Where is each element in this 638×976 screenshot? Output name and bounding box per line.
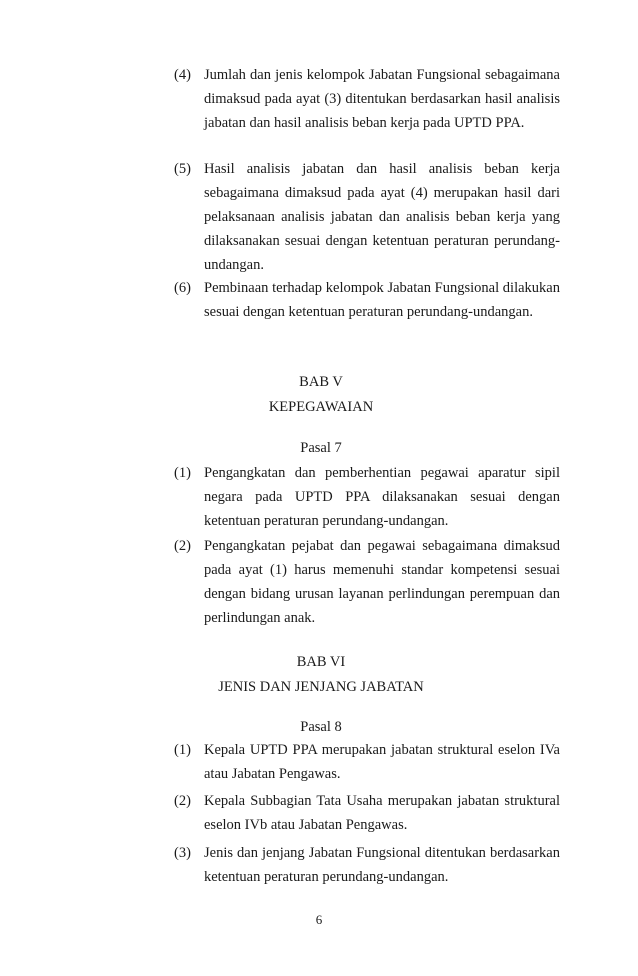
- ayat-number: (4): [174, 67, 191, 83]
- ayat-text: Kepala Subbagian Tata Usaha merupakan jabatan struktural eselon IVb atau Jabatan Pengawas.: [204, 793, 560, 833]
- chapter-title: JENIS DAN JENJANG JABATAN: [218, 679, 424, 695]
- ayat-text: Pembinaan terhadap kelompok Jabatan Fungsional dilakukan sesuai dengan ketentuan peraturan perundang-undangan.: [204, 280, 560, 320]
- ayat-text: Pengangkatan dan pemberhentian pegawai aparatur sipil negara pada UPTD PPA dilaksanakan sesuai dengan ketentuan peraturan perundang-undangan.: [204, 465, 560, 529]
- ayat-number: (2): [174, 538, 191, 554]
- chapter-number: BAB VI: [296, 654, 346, 670]
- ayat-4: [176, 63, 560, 135]
- ayat-6: [176, 276, 560, 324]
- ayat-text: Kepala UPTD PPA merupakan jabatan struktural eselon IVa atau Jabatan Pengawas.: [204, 742, 560, 782]
- ayat-number: (1): [174, 742, 191, 758]
- ayat-number: (6): [174, 280, 191, 296]
- ayat-number: (5): [174, 161, 191, 177]
- pasal7-ayat-2: [176, 534, 560, 630]
- ayat-number: (1): [174, 465, 191, 481]
- chapter-title: KEPEGAWAIAN: [268, 399, 374, 415]
- ayat-text: Jumlah dan jenis kelompok Jabatan Fungsional sebagaimana dimaksud pada ayat (3) ditentukan berdasarkan hasil analisis jabatan dan hasil analisis beban kerja pada UPTD PPA.: [204, 67, 560, 131]
- pasal7-ayat-1: [176, 461, 560, 533]
- article-heading: Pasal 7: [300, 440, 342, 456]
- ayat-5: [176, 157, 560, 277]
- pasal8-ayat-3: [176, 841, 560, 889]
- chapter-number: BAB V: [299, 374, 343, 390]
- page-number: 6: [315, 912, 323, 927]
- pasal8-ayat-2: [176, 789, 560, 837]
- article-heading: Pasal 8: [300, 719, 342, 735]
- ayat-number: (3): [174, 845, 191, 861]
- pasal8-ayat-1: [176, 738, 560, 786]
- ayat-text: Pengangkatan pejabat dan pegawai sebagaimana dimaksud pada ayat (1) harus memenuhi standar kompetensi sesuai dengan bidang urusan layanan perlindungan perempuan dan perlindungan anak.: [204, 538, 560, 626]
- ayat-number: (2): [174, 793, 191, 809]
- ayat-text: Hasil analisis jabatan dan hasil analisis beban kerja sebagaimana dimaksud pada ayat (4) merupakan hasil dari pelaksanaan analisis jabatan dan analisis beban kerja yang dilaksanakan sesuai dengan ketentuan peraturan perundang-undangan.: [204, 161, 560, 273]
- ayat-text: Jenis dan jenjang Jabatan Fungsional ditentukan berdasarkan ketentuan peraturan perundang-undangan.: [204, 845, 560, 885]
